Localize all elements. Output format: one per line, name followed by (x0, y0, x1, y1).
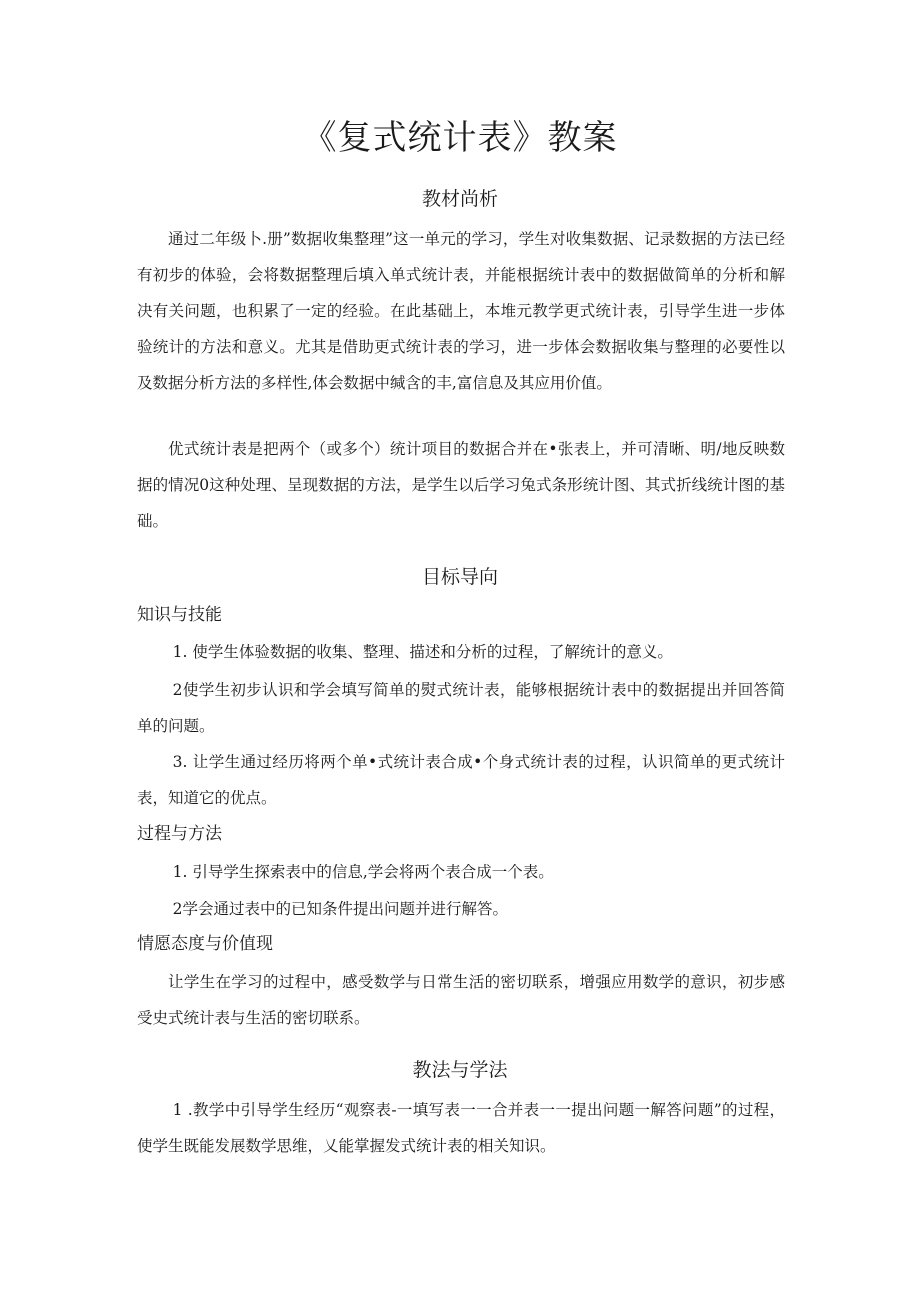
sub-heading-attitude-values: 情愿态度与价值现 (137, 934, 273, 954)
list-item-methods-1: 1 .教学中引导学生经历“观察表-一填写表一一合并表一一提出问题一解答问题”的过程，使学生既能发展数学思维，乂能掌握发式统计表的相关知识。 (137, 1101, 785, 1155)
paragraph-textbook-analysis-2: 优式统计表是把两个（或多个）统计项目的数据合并在•张表上，并可清晰、明/地反映数据的情况0这种处理、呈现数据的方法，是学生以后学习兔式条形统计图、其式折线统计图的基础。 (137, 440, 785, 530)
section-heading-goals: 目标导向 (421, 566, 498, 588)
section-heading-textbook-analysis: 教材尚析 (421, 188, 498, 210)
document-title: 《复式统计表》教案 (302, 118, 618, 158)
list-item-knowledge-3: 3. 让学生通过经历将两个单•式统计表合成•个身式统计表的过程，认识简单的更式统计表，知道它的优点。 (137, 753, 785, 807)
list-item-process-1: 1. 引导学生探索表中的信息,学会将两个表合成一个表。 (172, 863, 554, 881)
list-item-knowledge-1: 1. 使学生体验数据的收集、整理、描述和分析的过程，了解统计的意义。 (172, 643, 673, 661)
list-item-knowledge-2: 2使学生初步认识和学会填写简单的熨式统计表，能够根据统计表中的数据提出并回答简单的问题。 (137, 681, 785, 735)
section-heading-methods: 教法与学法 (412, 1059, 508, 1081)
list-item-process-2: 2学会通过表中的已知条件提出问题并进行解答。 (172, 900, 509, 918)
sub-heading-knowledge-skills: 知识与技能 (137, 605, 222, 625)
paragraph-attitude-values: 让学生在学习的过程中，感受数学与日常生活的密切联系，增强应用数学的意识，初步感受史式统计表与生活的密切联系。 (137, 973, 785, 1027)
sub-heading-process-methods: 过程与方法 (137, 824, 222, 844)
paragraph-textbook-analysis-1: 通过二年级卜.册”数据收集整理”这一单元的学习，学生对收集数据、记录数据的方法已经有初步的体验，会将数据整理后填入单式统计表，并能根据统计表中的数据做简单的分析和解决有关问题，也积累了一定的经验。在此基础上，本堆元教学更式统计表，引导学生进一步体验统计的方法和意义。尤其是借助更式统计表的学习，进一步体会数据收集与整理的必要性以及数据分析方法的多样性,体会数据中缄含的丰,富信息及其应用价值。 (137, 230, 785, 392)
